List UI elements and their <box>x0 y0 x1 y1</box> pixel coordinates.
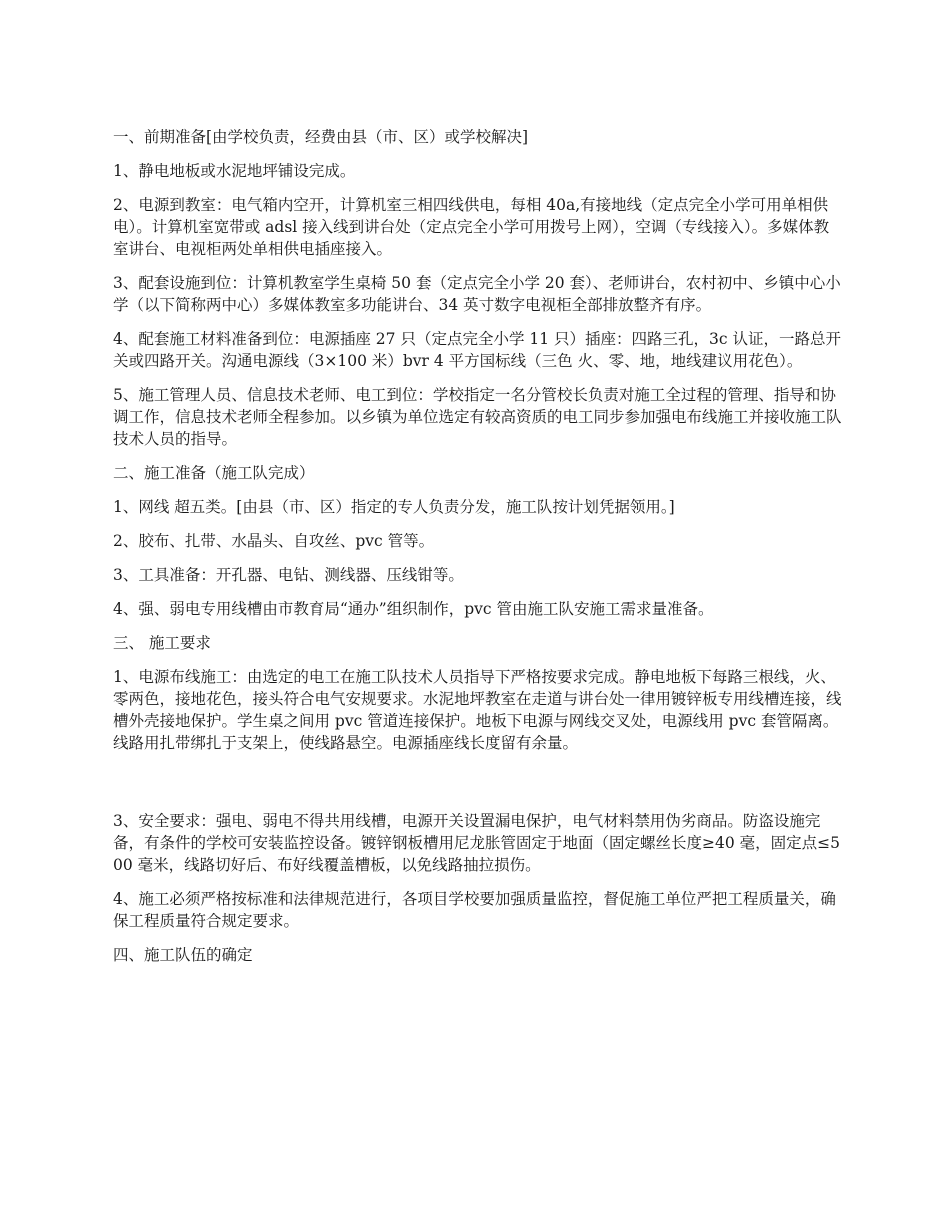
paragraph-2-3: 3、工具准备：开孔器、电钻、测线器、压线钳等。 <box>113 566 464 584</box>
paragraph-2-1: 1、网线 超五类。[由县（市、区）指定的专人负责分发，施工队按计划凭据领用。] <box>113 498 675 516</box>
paragraph-1-5: 5、施工管理人员、信息技术老师、电工到位：学校指定一名分管校长负责对施工全过程的管理、指导和协调工作，信息技术老师全程参加。以乡镇为单位选定有较高资质的电工同步参加强电布线施工并接收施工队技术人员的指导。 <box>113 386 842 448</box>
paragraph-3-4: 4、施工必须严格按标准和法律规范进行，各项目学校要加强质量监控，督促施工单位严把工程质量关，确保工程质量符合规定要求。 <box>113 890 836 930</box>
paragraph-1-1: 1、静电地板或水泥地坪铺设完成。 <box>113 162 356 180</box>
section-heading-2: 二、施工准备（施工队完成） <box>113 464 315 482</box>
section-heading-4: 四、施工队伍的确定 <box>113 946 253 964</box>
section-heading-1: 一、前期准备[由学校负责，经费由县（市、区）或学校解决] <box>113 128 529 146</box>
section-heading-3: 三、 施工要求 <box>113 634 211 652</box>
paragraph-1-2: 2、电源到教室：电气箱内空开，计算机室三相四线供电，每相 40a,有接地线（定点完全小学可用单相供电）。计算机室宽带或 adsl 接入线到讲台处（定点完全小学可用拨号上网），空调（专线接入）。多媒体教室讲台、电视柜两处单相供电插座接入。 <box>113 196 830 258</box>
paragraph-3-3: 3、安全要求：强电、弱电不得共用线槽，电源开关设置漏电保护，电气材料禁用伪劣商品。防盗设施完备，有条件的学校可安装监控设备。镀锌钢板槽用尼龙胀管固定于地面（固定螺丝长度≥40 毫，固定点≤500 毫米，线路切好后、布好线覆盖槽板，以免线路抽拉损伤。 <box>113 812 840 874</box>
paragraph-1-4: 4、配套施工材料准备到位：电源插座 27 只（定点完全小学 11 只）插座：四路三孔，3c 认证，一路总开关或四路开关。沟通电源线（3×100 米）bvr 4 平方国标线（三色 火、零、地，地线建议用花色）。 <box>113 330 841 370</box>
paragraph-2-2: 2、胶布、扎带、水晶头、自攻丝、pvc 管等。 <box>113 532 435 550</box>
blank-gap <box>113 766 843 810</box>
paragraph-3-1: 1、电源布线施工：由选定的电工在施工队技术人员指导下严格按要求完成。静电地板下每路三根线，火、零两色，接地花色，接头符合电气安规要求。水泥地坪教室在走道与讲台处一律用镀锌板专用线槽连接，线槽外壳接地保护。学生桌之间用 pvc 管道连接保护。地板下电源与网线交叉处，电源线用 pvc 套管隔离。线路用扎带绑扎于支架上，使线路悬空。电源插座线长度留有余量。 <box>113 668 842 752</box>
paragraph-2-4: 4、强、弱电专用线槽由市教育局“通办”组织制作，pvc 管由施工队安施工需求量准备。 <box>113 600 714 618</box>
paragraph-1-3: 3、配套设施到位：计算机教室学生桌椅 50 套（定点完全小学 20 套）、老师讲台，农村初中、乡镇中心小学（以下简称两中心）多媒体教室多功能讲台、34 英寸数字电视柜全部排放整齐有序。 <box>113 274 841 314</box>
document-body <box>113 126 843 978</box>
